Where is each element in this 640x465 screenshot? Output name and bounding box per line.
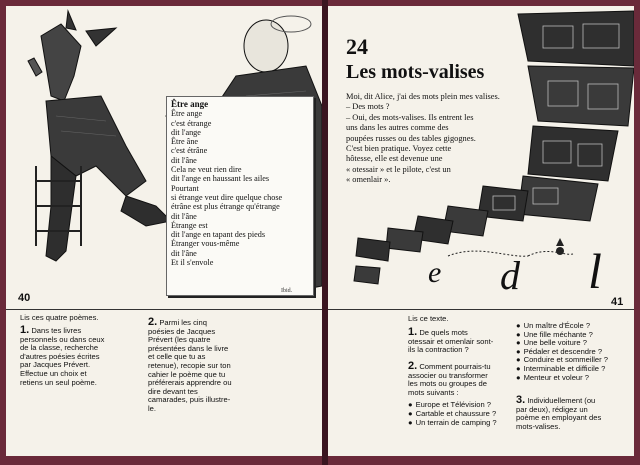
story-line: hôtesse, elle est devenue une <box>346 154 443 164</box>
story-line: « omenlair ». <box>346 175 391 185</box>
exercise-3 <box>516 396 628 431</box>
exercise-line: personnels ou dans ceux <box>20 334 105 344</box>
list-item-text: Menteur et voleur ? <box>523 372 590 382</box>
exercise-line: ils la contraction ? <box>408 345 469 355</box>
exercise-1 <box>20 326 145 387</box>
list-item: ● Conduire et sommeiller ? <box>516 355 609 365</box>
chapter-title: Les mots-valises <box>346 61 485 83</box>
exercise-line: par deux), rédigez un <box>516 404 588 414</box>
list-item-text: Un terrain de camping ? <box>415 417 497 427</box>
poem-title: Être ange <box>171 99 209 109</box>
exercise-1 <box>408 328 508 355</box>
instruction: Lis ce texte. <box>408 314 449 323</box>
list-item: ● Pédaler et descendre ? <box>516 346 603 356</box>
exercise-line: poème en employant des <box>516 413 602 423</box>
poem-line: Étranger vous-même <box>171 239 240 249</box>
exercise-line: le. <box>148 403 157 413</box>
letter-l: l <box>588 243 602 299</box>
exercise-line: Effectue un choix et <box>20 368 87 378</box>
list-item: ● Un maître d'École ? <box>516 321 591 330</box>
poem-line: dit l'âne <box>171 155 197 165</box>
story-text <box>346 92 566 186</box>
right-page <box>328 6 634 456</box>
exercise-number: 1. <box>20 324 30 336</box>
list-item: ● Cartable et chaussure ? <box>408 408 497 418</box>
page-number: 41 <box>611 296 624 308</box>
illustration-credit: Ibid. <box>281 288 293 294</box>
exercise-line: Parmi les cinq <box>159 318 207 327</box>
list-item: ● Menteur et voleur ? <box>516 372 590 382</box>
divider <box>6 309 322 310</box>
exercise-line: cahier le poème que tu <box>148 369 226 379</box>
exercise-line: d'autres poésies écrites <box>20 351 100 361</box>
poem-line: dit l'ange en haussant les ailes <box>171 174 270 184</box>
exercise-line: mots-valises. <box>516 421 561 431</box>
poem-line: Étrange est <box>171 220 208 230</box>
exercise-line: les mots ou groupes de <box>408 379 487 389</box>
exercise-line: dire devant tes <box>148 386 198 396</box>
instruction: Lis ces quatre poèmes. <box>20 313 99 322</box>
letter-e: e <box>428 256 442 289</box>
exercise-2 <box>148 318 278 414</box>
poem-line: étrâne est plus étrange qu'étrange <box>171 202 280 212</box>
letter-d: d <box>500 253 520 298</box>
poem-line: dit l'âne <box>171 248 197 258</box>
exercise-line: De quels mots <box>419 328 468 337</box>
story-line: « otessair » et le pilote, c'est un <box>346 164 451 174</box>
list-item: ● Une belle voiture ? <box>516 338 587 348</box>
exercise-line: retiens un seul poème. <box>20 377 97 387</box>
story-line: – Des mots ? <box>346 102 390 112</box>
list-item-text: Conduire et sommeiller ? <box>523 355 609 365</box>
list-item: ● Un terrain de camping ? <box>408 417 497 427</box>
story-line: – Oui, des mots-valises. Ils entrent les <box>346 112 474 122</box>
exercise-line: poésies de Jacques <box>148 326 216 336</box>
word-pairs-list <box>408 401 513 427</box>
poem-line: Être âne <box>171 137 199 147</box>
word-pairs-list-2 <box>516 322 631 382</box>
exercise-line: mots suivants : <box>408 387 459 397</box>
exercise-line: camarades, puis illustre- <box>148 395 231 405</box>
list-item-text: Une fille méchante ? <box>523 329 593 339</box>
story-line: uns dans les autres comme des <box>346 123 449 133</box>
list-item-text: Interminable et difficile ? <box>523 363 606 373</box>
exercise-number: 2. <box>148 316 158 328</box>
list-item: ● Europe et Télévision ? <box>408 400 492 410</box>
list-item-text: Cartable et chaussure ? <box>415 408 497 418</box>
donkey-figure <box>28 11 171 261</box>
exercise-2 <box>408 362 513 427</box>
exercise-line: Prévert (les quatre <box>148 335 211 345</box>
exercise-line: préférerais apprendre ou <box>148 378 232 388</box>
exercise-line: par Jacques Prévert. <box>20 360 91 370</box>
exercise-line: otessair et omenlair sont- <box>408 336 494 346</box>
list-item-text: Une belle voiture ? <box>523 338 587 348</box>
poem-line: dit l'ange en tapant des pieds <box>171 230 266 240</box>
poem-line: Être ange <box>171 109 203 119</box>
page-number: 40 <box>18 292 31 304</box>
exercise-number: 2. <box>408 360 418 372</box>
divider <box>328 309 634 310</box>
poem-line: dit l'âne <box>171 211 197 221</box>
exercise-line: et celle que tu as <box>148 352 206 362</box>
poem-etre-ange <box>166 96 314 296</box>
poem-line: dit l'ange <box>171 127 201 137</box>
exercise-line: associer ou transformer <box>408 370 488 380</box>
exercise-line: retenue), recopie sur ton <box>148 360 231 370</box>
poem-line: c'est étrâne <box>171 146 208 156</box>
list-item-text: Pédaler et descendre ? <box>523 346 603 356</box>
exercise-line: Dans tes livres <box>31 326 82 335</box>
exercise-line: présentées dans le livre <box>148 343 229 353</box>
list-item-text: Un maître d'École ? <box>523 321 591 330</box>
exercise-line: Individuellement (ou <box>527 396 596 405</box>
story-line: Moi, dit Alice, j'ai des mots plein mes valises. <box>346 92 500 101</box>
chapter-number: 24 <box>346 34 368 59</box>
left-page <box>6 6 322 456</box>
list-item: ● Une fille méchante ? <box>516 329 593 339</box>
story-line: C'est bien pratique. Voyez cette <box>346 144 452 154</box>
poem-line: Cela ne veut rien dire <box>171 165 242 175</box>
exercise-number: 1. <box>408 326 418 338</box>
poem-line: c'est étrange <box>171 118 212 128</box>
story-line: poupées russes ou des tables gigognes. <box>346 133 476 143</box>
poem-line: Et il s'envole <box>171 258 214 268</box>
list-item-text: Europe et Télévision ? <box>415 400 492 410</box>
exercise-line: de la classe, recherche <box>20 343 99 353</box>
exercise-line: Comment pourrais-tu <box>419 362 491 371</box>
exercise-number: 3. <box>516 394 526 406</box>
poem-line: Pourtant <box>171 183 199 193</box>
poem-line: si étrange veut dire quelque chose <box>171 192 283 202</box>
list-item: ● Interminable et difficile ? <box>516 363 606 373</box>
